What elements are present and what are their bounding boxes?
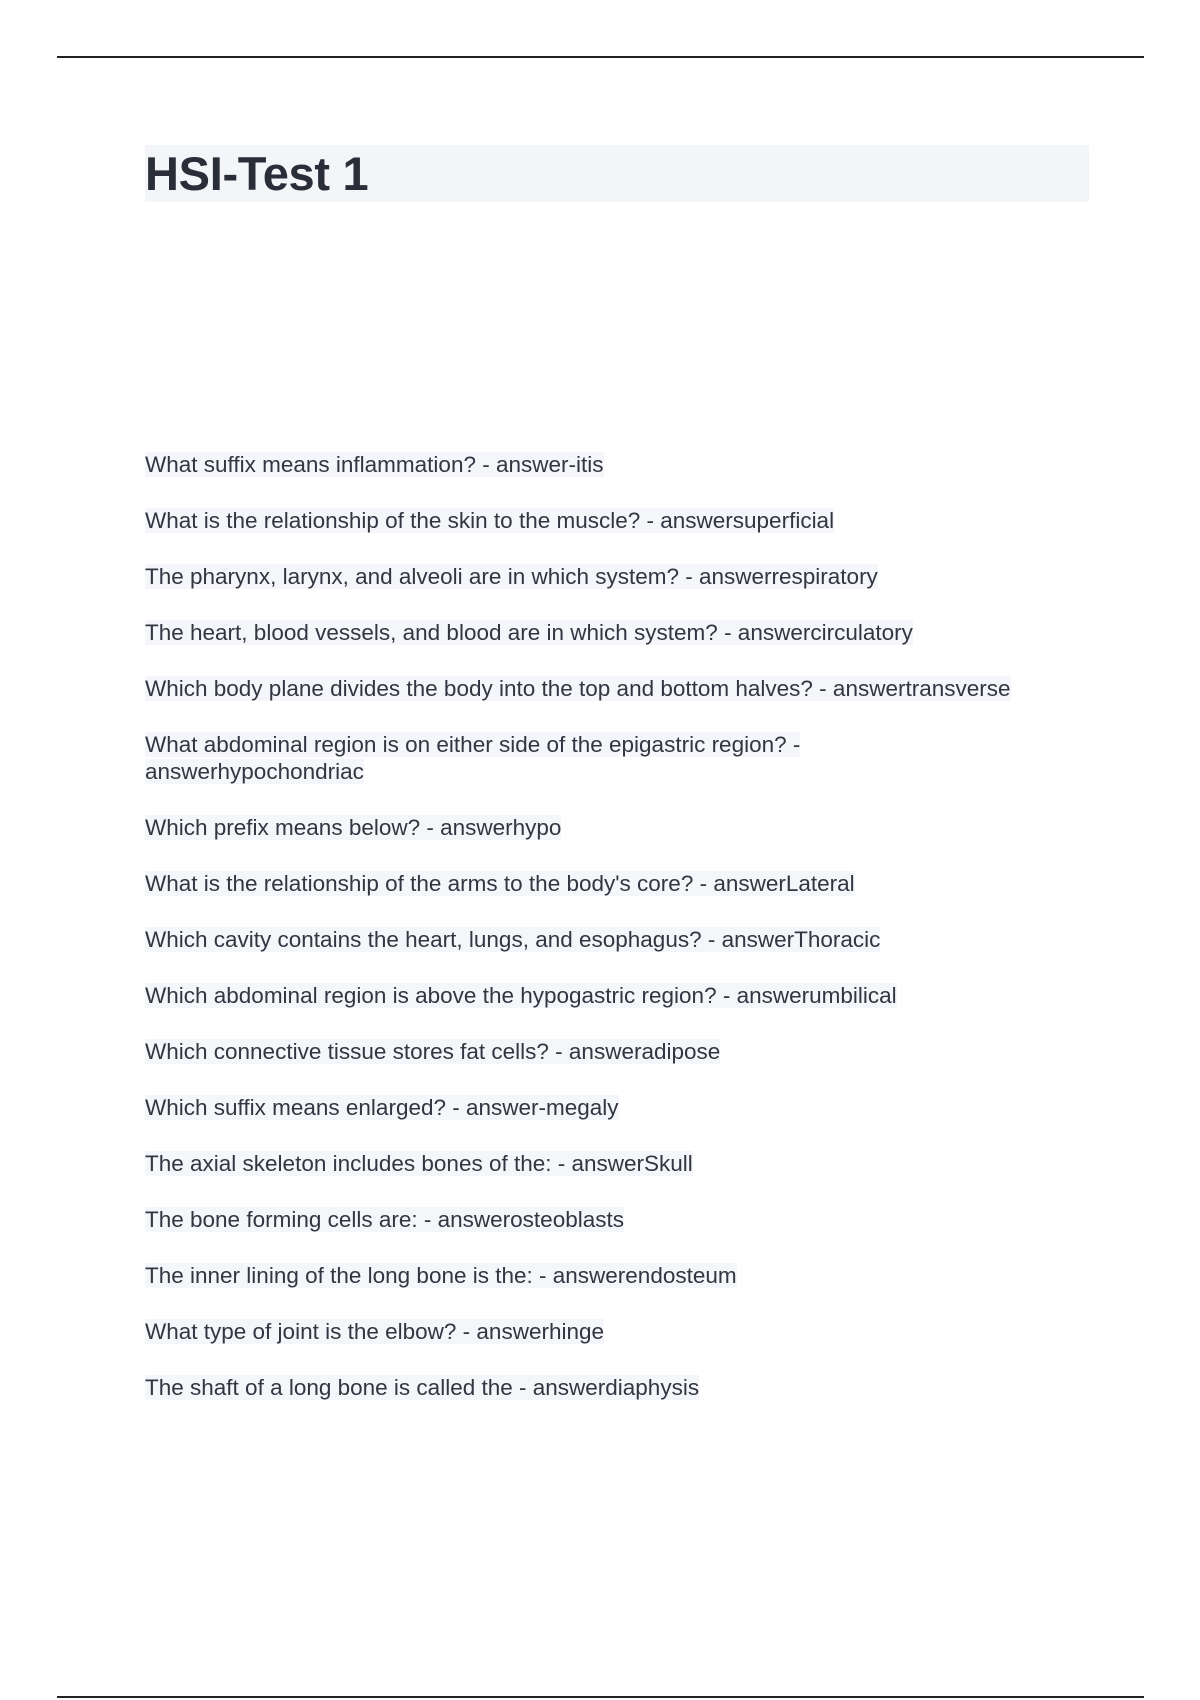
qa-item: What type of joint is the elbow? - answerhinge — [145, 1319, 604, 1344]
qa-item: The shaft of a long bone is called the - answerdiaphysis — [145, 1375, 700, 1400]
qa-item: Which abdominal region is above the hypogastric region? - answerumbilical — [145, 983, 897, 1008]
qa-item: Which body plane divides the body into the top and bottom halves? - answertransverse — [145, 676, 1011, 701]
document-title: HSI-Test 1 — [145, 147, 369, 200]
qa-item: The pharynx, larynx, and alveoli are in which system? - answerrespiratory — [145, 564, 878, 589]
qa-item: Which cavity contains the heart, lungs, and esophagus? - answerThoracic — [145, 927, 881, 952]
top-rule — [57, 56, 1144, 58]
qa-item: The axial skeleton includes bones of the: - answerSkull — [145, 1151, 693, 1176]
qa-item: Which prefix means below? - answerhypo — [145, 815, 562, 840]
qa-item: The heart, blood vessels, and blood are in which system? - answercirculatory — [145, 620, 913, 645]
qa-item: What suffix means inflammation? - answer-itis — [145, 452, 604, 477]
qa-item: Which suffix means enlarged? - answer-megaly — [145, 1095, 619, 1120]
qa-item: What abdominal region is on either side of the epigastric region? - answerhypochondriac — [145, 732, 801, 784]
qa-item: What is the relationship of the arms to the body's core? - answerLateral — [145, 871, 855, 896]
qa-item: The bone forming cells are: - answerosteoblasts — [145, 1207, 624, 1232]
qa-item: Which connective tissue stores fat cells? - answeradipose — [145, 1039, 721, 1064]
bottom-rule — [57, 1696, 1144, 1698]
qa-list — [145, 451, 1095, 1430]
qa-item: What is the relationship of the skin to the muscle? - answersuperficial — [145, 508, 835, 533]
qa-item: The inner lining of the long bone is the: - answerendosteum — [145, 1263, 737, 1288]
